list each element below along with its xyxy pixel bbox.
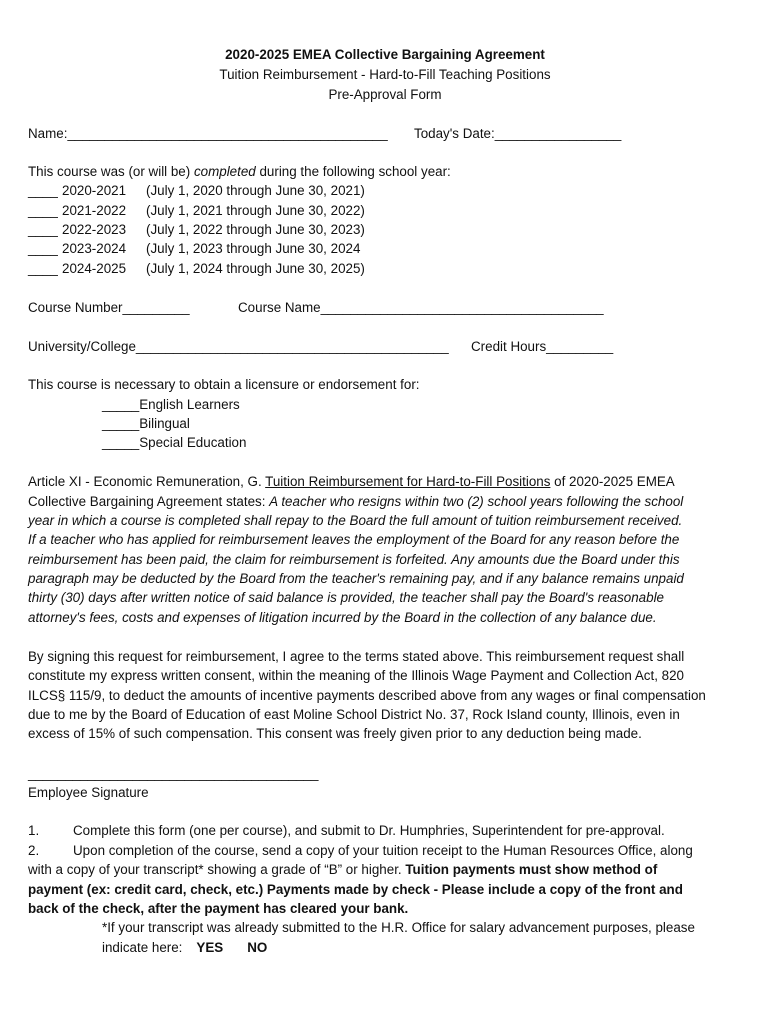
- school-year-option-2022[interactable]: ____ 2022-2023 (July 1, 2022 through June 30, 2023): [28, 222, 365, 237]
- option-blank[interactable]: ____: [28, 183, 58, 198]
- option-blank[interactable]: ____: [28, 203, 58, 218]
- consent-line: constitute my express written consent, within the meaning of the Illinois Wage Payment and Collection Act, 820: [28, 668, 684, 683]
- step-2-text: with a copy of your transcript* showing a grade of “B” or higher. Tuition payments must show method of: [28, 862, 658, 877]
- step-2-number: 2.: [28, 843, 40, 858]
- step-2-text: payment (ex: credit card, check, etc.) Payments made by check - Please include a copy of the front and: [28, 882, 683, 897]
- step-2-text: Upon completion of the course, send a copy of your tuition receipt to the Human Resources Office, along: [73, 843, 693, 858]
- course-number-field[interactable]: Course Number_________: [28, 300, 190, 315]
- article-line: thirty (30) days after written notice of said balance is provided, the teacher shall pay the Board's reasonable: [28, 590, 664, 605]
- licensure-prompt: This course is necessary to obtain a licensure or endorsement for:: [28, 377, 420, 392]
- article-reference: Tuition Reimbursement for Hard-to-Fill Positions: [265, 474, 551, 489]
- article-line: attorney's fees, costs and expenses of litigation incurred by the Board in the collection of any balance due.: [28, 610, 657, 625]
- no-option[interactable]: NO: [247, 940, 268, 955]
- consent-line: excess of 15% of such compensation. This consent was freely given prior to any deduction being made.: [28, 726, 642, 741]
- article-line: Article XI - Economic Remuneration, G. Tuition Reimbursement for Hard-to-Fill Positions of 2020-2025 EMEA: [28, 474, 675, 489]
- school-year-option-2021[interactable]: ____ 2021-2022 (July 1, 2021 through June 30, 2022): [28, 203, 365, 218]
- consent-line: By signing this request for reimbursement, I agree to the terms stated above. This reimbursement request shall: [28, 649, 685, 664]
- school-year-option-2020[interactable]: ____ 2020-2021 (July 1, 2020 through June 30, 2021): [28, 183, 365, 198]
- licensure-option-english-learners[interactable]: _____English Learners: [102, 397, 240, 412]
- step-2-text: back of the check, after the payment has cleared your bank.: [28, 901, 409, 916]
- form-name: Pre-Approval Form: [328, 87, 442, 102]
- step-1-text: Complete this form (one per course), and submit to Dr. Humphries, Superintendent for pre-approval.: [73, 823, 665, 838]
- option-blank[interactable]: ____: [28, 261, 58, 276]
- school-year-option-2023[interactable]: ____ 2023-2024 (July 1, 2023 through June 30, 2024: [28, 241, 361, 256]
- school-year-prompt: This course was (or will be) completed during the following school year:: [28, 164, 451, 179]
- article-line: paragraph may be deducted by the Board from the teacher's remaining pay, and if any balance remains unpaid: [28, 571, 684, 586]
- todays-date-field[interactable]: Today's Date:_________________: [414, 126, 622, 141]
- option-blank[interactable]: ____: [28, 241, 58, 256]
- licensure-option-bilingual[interactable]: _____Bilingual: [102, 416, 190, 431]
- option-blank[interactable]: ____: [28, 222, 58, 237]
- step-1-number: 1.: [28, 823, 40, 838]
- course-name-field[interactable]: Course Name______________________________________: [238, 300, 604, 315]
- credit-hours-field[interactable]: Credit Hours_________: [471, 339, 614, 354]
- university-field[interactable]: University/College__________________________________________: [28, 339, 449, 354]
- document-title: 2020-2025 EMEA Collective Bargaining Agreement: [225, 47, 545, 62]
- signature-label: Employee Signature: [28, 785, 149, 800]
- transcript-indicator: indicate here: YES NO: [102, 940, 268, 955]
- yes-option[interactable]: YES: [196, 940, 224, 955]
- consent-line: ILCS§ 115/9, to deduct the amounts of incentive payments described above from any wages or final compensation: [28, 688, 706, 703]
- article-line: Collective Bargaining Agreement states: A teacher who resigns within two (2) school years following the school: [28, 494, 684, 509]
- transcript-footnote: *If your transcript was already submitted to the H.R. Office for salary advancement purposes, please: [102, 920, 695, 935]
- licensure-option-special-education[interactable]: _____Special Education: [102, 435, 247, 450]
- name-field[interactable]: Name:___________________________________________: [28, 126, 388, 141]
- school-year-option-2024[interactable]: ____ 2024-2025 (July 1, 2024 through June 30, 2025): [28, 261, 365, 276]
- article-line: reimbursement has been paid, the claim for reimbursement is forfeited. Any amounts due the Board under this: [28, 552, 680, 567]
- consent-line: due to me by the Board of Education of east Moline School District No. 37, Rock Island county, Illinois, even in: [28, 707, 680, 722]
- article-line: year in which a course is completed shall repay to the Board the full amount of tuition reimbursement received.: [28, 513, 683, 528]
- document-subtitle: Tuition Reimbursement - Hard-to-Fill Teaching Positions: [219, 67, 551, 82]
- article-line: If a teacher who has applied for reimbursement leaves the employment of the Board for any reason before the: [28, 532, 680, 547]
- signature-line[interactable]: _______________________________________: [28, 766, 319, 781]
